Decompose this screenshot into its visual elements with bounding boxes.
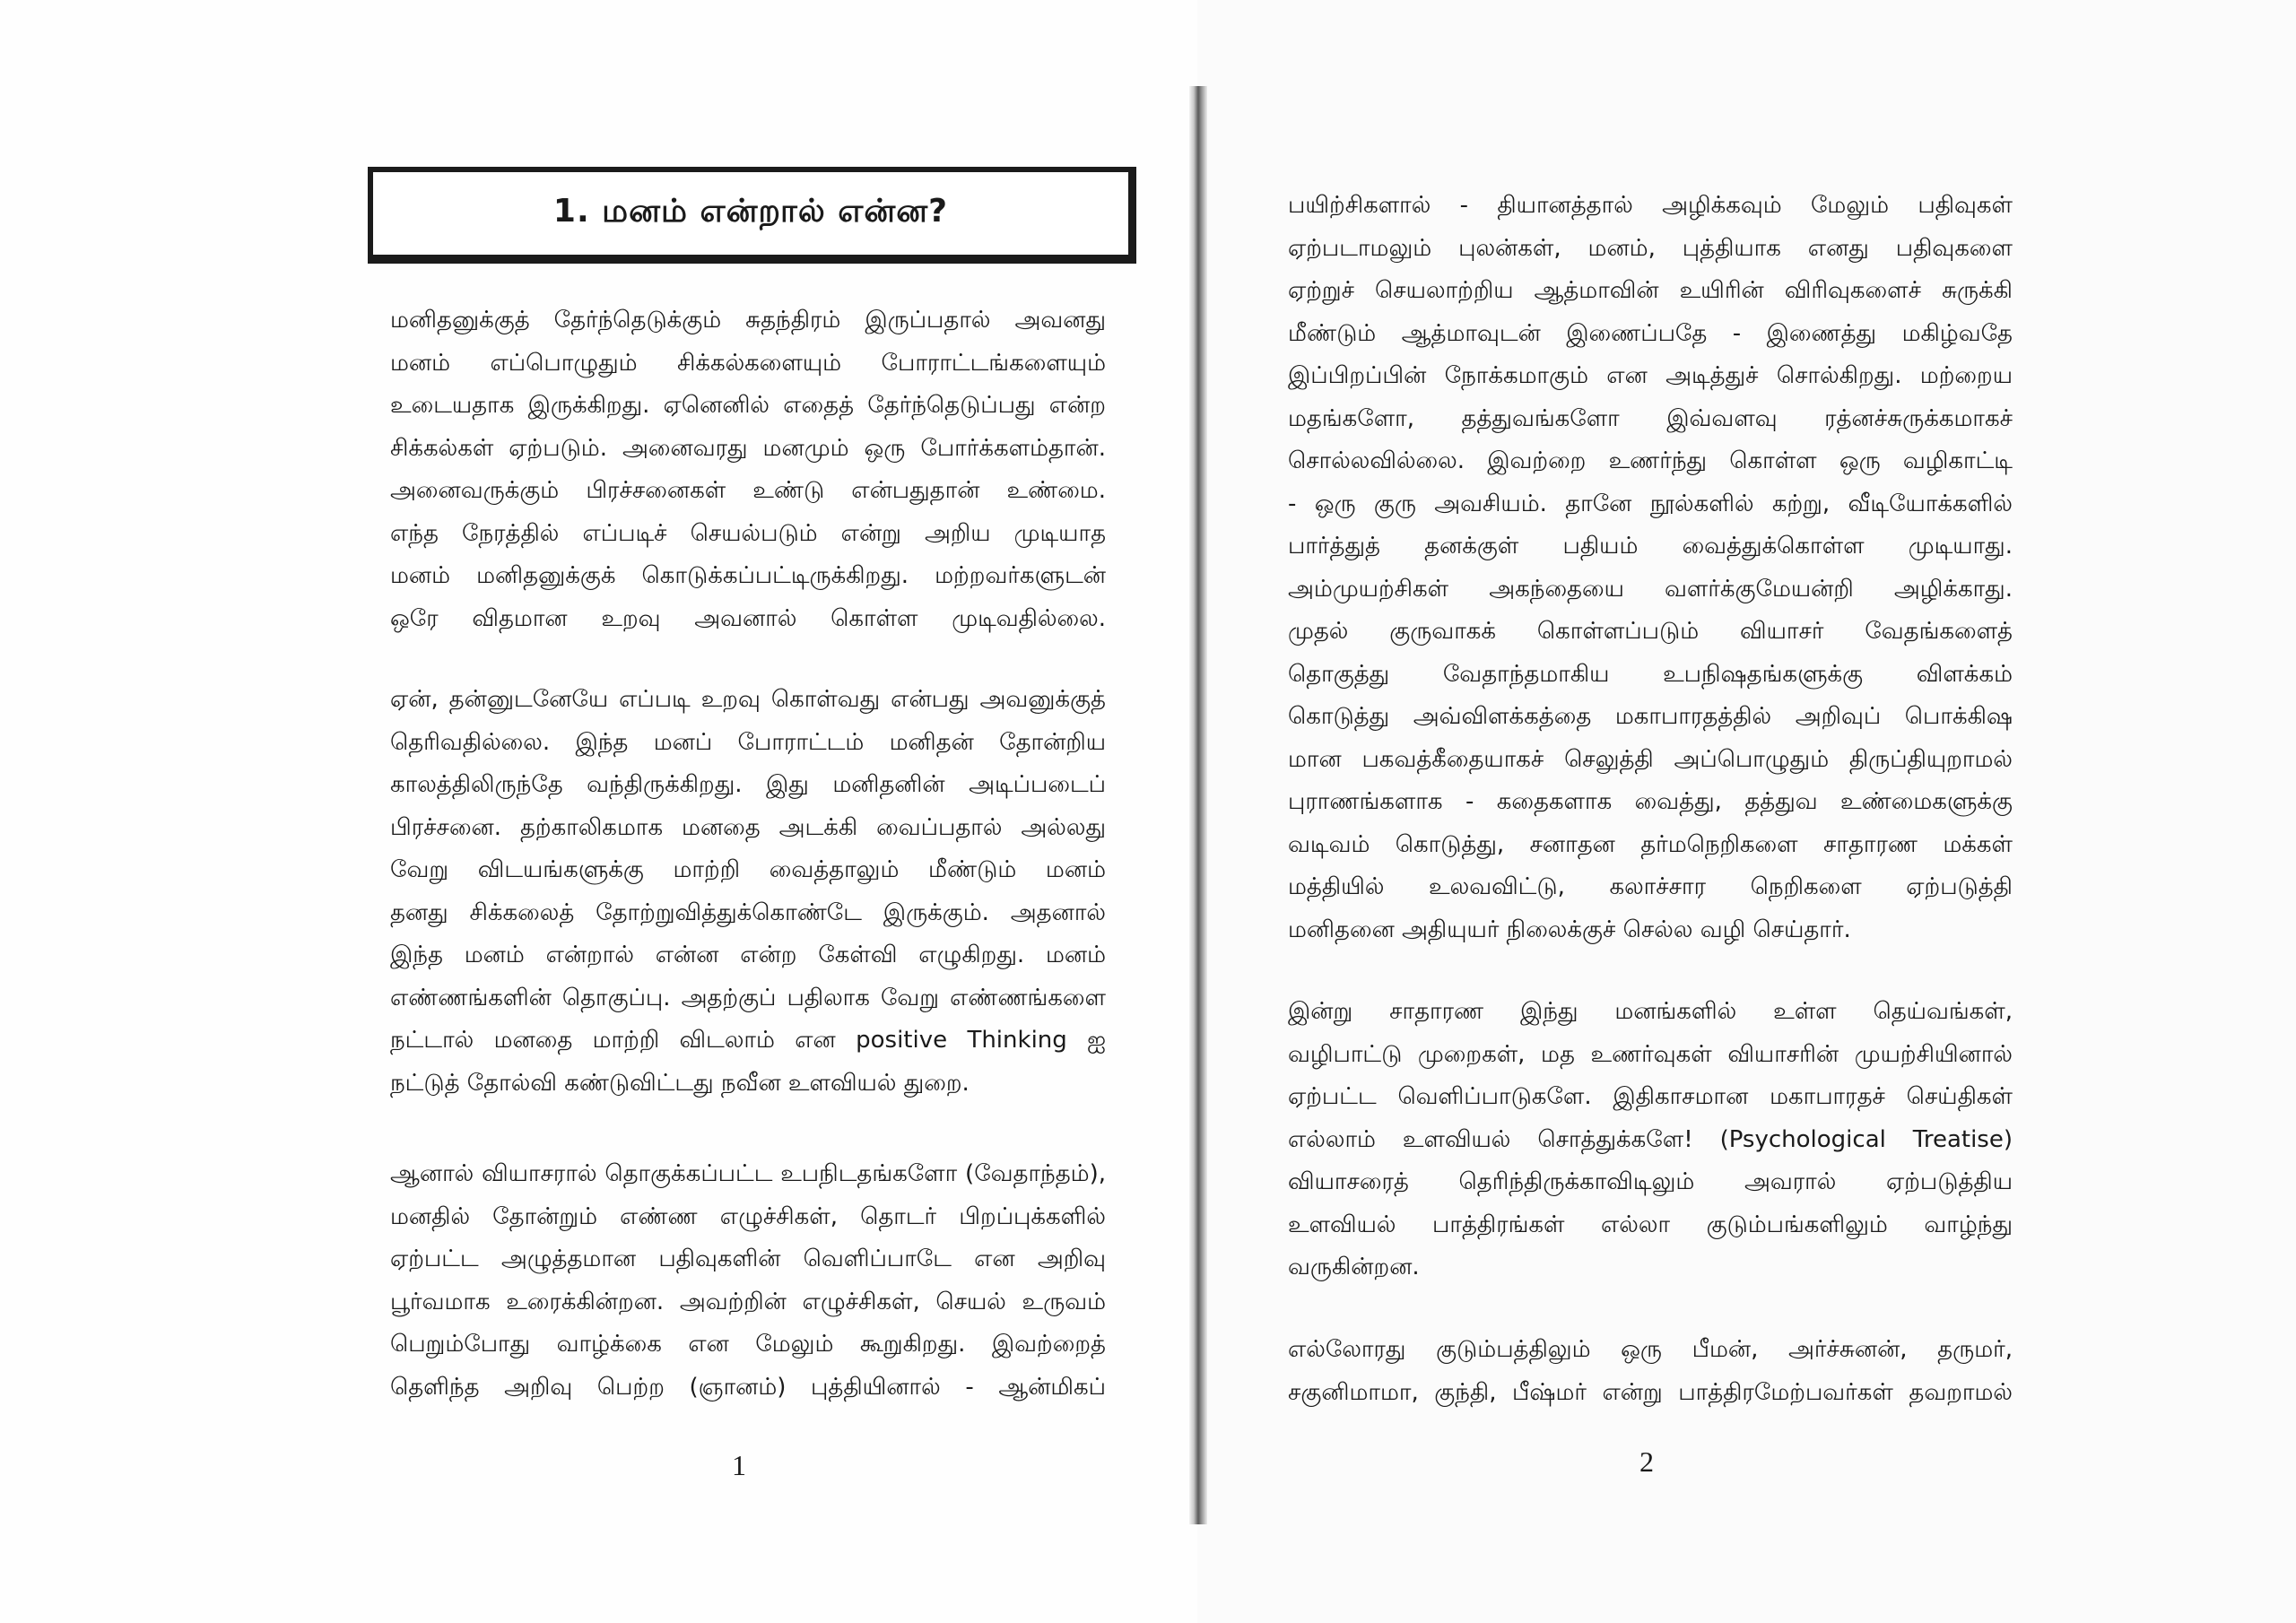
page-number: 2 xyxy=(1639,1445,1654,1478)
text-line: எல்லோரது குடும்பத்திலும் ஒரு பீமன், அர்ச்சுனன், தருமர், xyxy=(1288,1336,2013,1363)
text-line: பூர்வமாக உரைக்கின்றன. அவற்றின் எழுச்சிகள், செயல் உருவம் xyxy=(390,1288,1106,1315)
text-line: காலத்திலிருந்தே வந்திருக்கிறது. இது மனிதனின் அடிப்படைப் xyxy=(390,771,1106,798)
text-line: வடிவம் கொடுத்து, சனாதன தர்மநெறிகளை சாதாரண மக்கள் xyxy=(1288,830,2013,858)
text-line: தனது சிக்கலைத் தோற்றுவித்துக்கொண்டே இருக்கும். அதனால் xyxy=(390,898,1106,926)
text-line: மான பகவத்கீதையாகச் செலுத்தி அப்பொழுதும் திருப்தியுறாமல் xyxy=(1288,745,2013,773)
text-line: - ஒரு குரு அவசியம். தானே நூல்களில் கற்று, வீடியோக்களில் xyxy=(1288,490,2013,517)
text-line: எல்லாம் உளவியல் சொத்துக்களே! (Psychological Treatise) xyxy=(1288,1125,2013,1153)
paragraph xyxy=(390,299,1106,640)
text-line: முதல் குருவாகக் கொள்ளப்படும் வியாசர் வேதங்களைத் xyxy=(1288,618,2013,645)
text-line: புராணங்களாக - கதைகளாக வைத்து, தத்துவ உண்மைகளுக்கு xyxy=(1288,788,2013,815)
book-spine-shadow xyxy=(1189,86,1207,1524)
text-line: தொகுத்து வேதாந்தமாகிய உபநிஷதங்களுக்கு விளக்கம் xyxy=(1288,660,2013,688)
text-line: அம்முயற்சிகள் அகந்தையை வளர்க்குமேயன்றி அழிக்காது. xyxy=(1288,575,2013,603)
text-line: பெறும்போது வாழ்க்கை என மேலும் கூறுகிறது. இவற்றைத் xyxy=(390,1331,1106,1358)
text-line: அனைவருக்கும் பிரச்சனைகள் உண்டு என்பதுதான் உண்மை. xyxy=(390,477,1106,504)
text-line: எந்த நேரத்தில் எப்படிச் செயல்படும் என்று அறிய முடியாத xyxy=(390,519,1106,547)
text-line: வருகின்றன. xyxy=(1288,1254,1420,1280)
text-line: மனதில் தோன்றும் எண்ண எழுச்சிகள், தொடர் பிறப்புக்களில் xyxy=(390,1202,1106,1230)
text-line: மத்தியில் உலவவிட்டு, கலாச்சார நெறிகளை ஏற்படுத்தி xyxy=(1288,873,2013,900)
text-line: ஏன், தன்னுடனேயே எப்படி உறவு கொள்வது என்பது அவனுக்குத் xyxy=(390,686,1106,713)
text-line: கொடுத்து அவ்விளக்கத்தை மகாபாரதத்தில் அறிவுப் பொக்கிஷ xyxy=(1288,703,2013,730)
text-line: இப்பிறப்பின் நோக்கமாகும் என அடித்துச் சொல்கிறது. மற்றைய xyxy=(1288,362,2013,389)
text-line: வேறு விடயங்களுக்கு மாற்றி வைத்தாலும் மீண்டும் மனம் xyxy=(390,856,1106,883)
text-line: பிரச்சனை. தற்காலிகமாக மனதை அடக்கி வைப்பதால் அல்லது xyxy=(390,813,1106,841)
paragraph xyxy=(1288,991,2013,1289)
text-line: மீண்டும் ஆத்மாவுடன் இணைப்பதே - இணைத்து மகிழ்வதே xyxy=(1288,319,2013,347)
text-line: சிக்கல்கள் ஏற்படும். அனைவரது மனமும் ஒரு போர்க்களம்தான். xyxy=(390,434,1106,462)
text-line: இந்த மனம் என்றால் என்ன என்ற கேள்வி எழுகிறது. மனம் xyxy=(390,942,1106,968)
text-line: ஆனால் வியாசரால் தொகுக்கப்பட்ட உபநிடதங்களோ (வேதாந்தம்), xyxy=(390,1160,1106,1187)
paragraph xyxy=(1288,1329,2013,1414)
text-line: பயிற்சிகளால் - தியானத்தால் அழிக்கவும் மேலும் பதிவுகள் xyxy=(1288,192,2013,219)
text-line: ஏற்படாமலும் புலன்கள், மனம், புத்தியாக எனது பதிவுகளை xyxy=(1288,234,2013,262)
text-line: உளவியல் பாத்திரங்கள் எல்லா குடும்பங்களிலும் வாழ்ந்து xyxy=(1288,1211,2013,1238)
text-line: மனம் எப்பொழுதும் சிக்கல்களையும் போராட்டங்களையும் xyxy=(390,349,1106,377)
chapter-title: 1. மனம் என்றால் என்ன? xyxy=(552,193,949,230)
text-line: நட்டுத் தோல்வி கண்டுவிட்டது நவீன உளவியல் துறை. xyxy=(390,1069,970,1097)
text-line: சகுனிமாமா, குந்தி, பீஷ்மர் என்று பாத்திரமேற்பவர்கள் தவறாமல் xyxy=(1288,1378,2013,1406)
text-line: மனிதனை அதியுயர் நிலைக்குச் செல்ல வழி செய்தார். xyxy=(1288,916,1851,943)
text-line: மதங்களோ, தத்துவங்களோ இவ்வளவு ரத்னச்சுருக்கமாகச் xyxy=(1288,404,2013,432)
text-line: தெரிவதில்லை. இந்த மனப் போராட்டம் மனிதன் தோன்றிய xyxy=(390,728,1106,756)
paragraph xyxy=(390,1153,1106,1409)
text-line: ஏற்றுச் செயலாற்றிய ஆத்மாவின் உயிரின் விரிவுகளைச் சுருக்கி xyxy=(1288,277,2013,304)
text-line: சொல்லவில்லை. இவற்றை உணர்ந்து கொள்ள ஒரு வழிகாட்டி xyxy=(1288,447,2013,474)
text-line: வியாசரைத் தெரிந்திருக்காவிடிலும் அவரால் ஏற்படுத்திய xyxy=(1288,1168,2013,1195)
page-number: 1 xyxy=(732,1449,746,1481)
text-line: ஏற்பட்ட அழுத்தமான பதிவுகளின் வெளிப்பாடே என அறிவு xyxy=(390,1245,1106,1272)
right-page xyxy=(1197,0,2296,1623)
text-line: ஒரே விதமான உறவு அவனால் கொள்ள முடிவதில்லை. xyxy=(390,604,1106,632)
text-line: இன்று சாதாரண இந்து மனங்களில் உள்ள தெய்வங்கள், xyxy=(1288,998,2013,1025)
paragraph xyxy=(1288,185,2013,951)
paragraph xyxy=(390,679,1106,1105)
text-line: ஏற்பட்ட வெளிப்பாடுகளே. இதிகாசமான மகாபாரதச் செய்திகள் xyxy=(1288,1083,2013,1110)
text-line: மனம் மனிதனுக்குக் கொடுக்கப்பட்டிருக்கிறது. மற்றவர்களுடன் xyxy=(390,562,1106,589)
text-line: உடையதாக இருக்கிறது. ஏனெனில் எதைத் தேர்ந்தெடுப்பது என்ற xyxy=(390,392,1106,419)
text-line: பார்த்துத் தனக்குள் பதியம் வைத்துக்கொள்ள முடியாது. xyxy=(1288,533,2013,560)
text-line: நட்டால் மனதை மாற்றி விடலாம் என positive Thinking ஐ xyxy=(390,1027,1106,1054)
text-line: மனிதனுக்குத் தேர்ந்தெடுக்கும் சுதந்திரம் இருப்பதால் அவனது xyxy=(390,307,1106,334)
text-line: வழிபாட்டு முறைகள், மத உணர்வுகள் வியாசரின் முயற்சியினால் xyxy=(1288,1040,2013,1068)
text-line: தெளிந்த அறிவு பெற்ற (ஞானம்) புத்தியினால் - ஆன்மிகப் xyxy=(390,1373,1106,1401)
chapter-title-box xyxy=(368,167,1136,264)
text-line: எண்ணங்களின் தொகுப்பு. அதற்குப் பதிலாக வேறு எண்ணங்களை xyxy=(390,984,1106,1011)
